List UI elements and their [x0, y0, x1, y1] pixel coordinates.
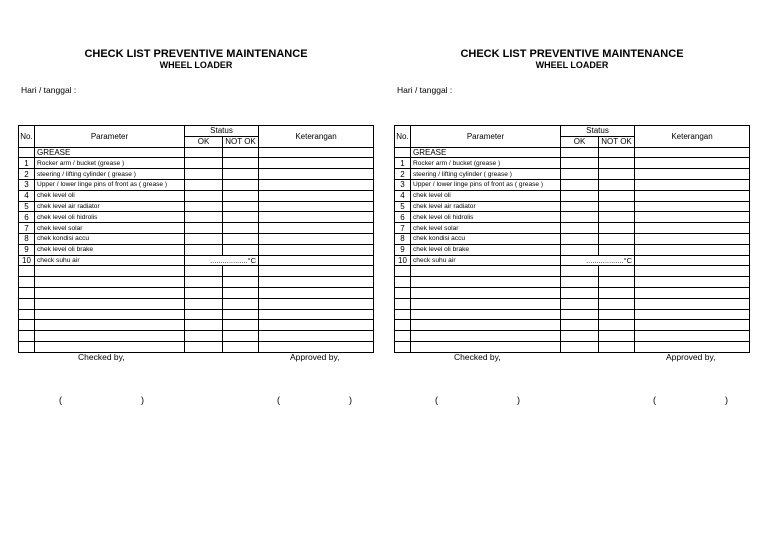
table-row — [395, 158, 750, 169]
row-parameter: chek level oli — [411, 190, 561, 201]
checked-sign-close-paren: ) — [517, 395, 520, 405]
row-parameter — [35, 266, 185, 277]
row-ok-cell — [185, 190, 223, 201]
row-keterangan-cell — [259, 266, 374, 277]
header-ok: OK — [185, 136, 223, 147]
checked-by-label: Checked by, — [454, 352, 501, 362]
row-number — [19, 298, 35, 309]
table-row — [19, 179, 374, 190]
row-parameter: chek level oli brake — [411, 244, 561, 255]
row-parameter: Upper / lower linge pins of front as ( grease ) — [411, 179, 561, 190]
row-keterangan-cell — [635, 255, 750, 266]
row-ok-cell — [185, 266, 223, 277]
empty-row — [395, 287, 750, 298]
row-ok-cell — [185, 309, 223, 320]
empty-row — [19, 287, 374, 298]
row-parameter: chek level air radiator — [35, 201, 185, 212]
row-number — [19, 331, 35, 342]
row-parameter: chek level air radiator — [411, 201, 561, 212]
row-keterangan-cell — [259, 309, 374, 320]
row-keterangan-cell — [635, 233, 750, 244]
row-keterangan-cell — [635, 341, 750, 352]
row-parameter — [411, 298, 561, 309]
row-number: 6 — [19, 212, 35, 223]
row-keterangan-cell — [259, 158, 374, 169]
checked-sign-open-paren: ( — [59, 395, 62, 405]
row-not-ok-cell — [599, 320, 635, 331]
row-keterangan-cell — [635, 309, 750, 320]
row-parameter — [411, 320, 561, 331]
row-keterangan-cell — [259, 201, 374, 212]
table-row — [395, 223, 750, 234]
row-number: 1 — [19, 158, 35, 169]
row-number: 8 — [395, 233, 411, 244]
approved-sign-open-paren: ( — [653, 395, 656, 405]
row-parameter — [411, 331, 561, 342]
row-keterangan-cell — [635, 244, 750, 255]
empty-row — [395, 341, 750, 352]
table-row — [395, 179, 750, 190]
row-keterangan-cell — [635, 277, 750, 288]
row-parameter — [411, 266, 561, 277]
row-ok-cell — [185, 201, 223, 212]
row-number: 10 — [19, 255, 35, 266]
row-not-ok-cell — [599, 201, 635, 212]
row-number — [395, 309, 411, 320]
row-parameter: chek level oli hidrolis — [411, 212, 561, 223]
row-not-ok-cell — [599, 223, 635, 234]
row-not-ok-cell — [223, 179, 259, 190]
table-row — [19, 233, 374, 244]
row-ok-cell — [185, 331, 223, 342]
row-ok-cell — [561, 201, 599, 212]
row-keterangan-cell — [259, 169, 374, 180]
checklist-form-left — [18, 0, 374, 543]
row-parameter: chek level oli brake — [35, 244, 185, 255]
row-parameter: chek level solar — [35, 223, 185, 234]
checked-by-label: Checked by, — [78, 352, 125, 362]
table-row — [19, 244, 374, 255]
row-keterangan-cell — [259, 190, 374, 201]
suhu-air-value: ..................°C — [561, 255, 635, 266]
checklist-table — [394, 125, 750, 353]
row-parameter: chek level oli hidrolis — [35, 212, 185, 223]
table-row — [395, 169, 750, 180]
row-number — [395, 331, 411, 342]
row-parameter: chek level oli — [35, 190, 185, 201]
row-parameter — [35, 320, 185, 331]
group-label: GREASE — [35, 147, 185, 158]
approved-sign-open-paren: ( — [277, 395, 280, 405]
row-ok-cell — [185, 341, 223, 352]
table-row — [395, 190, 750, 201]
header-keterangan: Keterangan — [259, 126, 374, 148]
row-keterangan-cell — [259, 255, 374, 266]
approved-sign-close-paren: ) — [349, 395, 352, 405]
row-keterangan-cell — [635, 179, 750, 190]
group-ok-cell — [561, 147, 599, 158]
suhu-air-value: ..................°C — [185, 255, 259, 266]
approved-by-label: Approved by, — [290, 352, 340, 362]
row-number — [19, 309, 35, 320]
table-row — [19, 212, 374, 223]
header-status: Status — [185, 126, 259, 137]
header-parameter: Parameter — [35, 126, 185, 148]
header-not-ok: NOT OK — [599, 136, 635, 147]
row-ok-cell — [185, 179, 223, 190]
row-parameter — [411, 277, 561, 288]
form-subtitle: WHEEL LOADER — [535, 60, 609, 70]
row-ok-cell — [185, 287, 223, 298]
row-not-ok-cell — [599, 212, 635, 223]
row-number: 2 — [395, 169, 411, 180]
row-parameter — [35, 309, 185, 320]
row-ok-cell — [561, 233, 599, 244]
row-keterangan-cell — [635, 320, 750, 331]
row-ok-cell — [185, 233, 223, 244]
row-ok-cell — [561, 331, 599, 342]
row-ok-cell — [185, 277, 223, 288]
row-keterangan-cell — [635, 287, 750, 298]
row-number — [19, 277, 35, 288]
row-parameter — [35, 287, 185, 298]
table-row — [19, 190, 374, 201]
row-parameter: chek level solar — [411, 223, 561, 234]
row-keterangan-cell — [259, 320, 374, 331]
checklist-table — [18, 125, 374, 353]
group-no-cell — [395, 147, 411, 158]
approved-sign-close-paren: ) — [725, 395, 728, 405]
row-number — [395, 266, 411, 277]
row-keterangan-cell — [259, 277, 374, 288]
row-ok-cell — [561, 266, 599, 277]
row-number: 4 — [395, 190, 411, 201]
group-keterangan-cell — [635, 147, 750, 158]
row-keterangan-cell — [259, 244, 374, 255]
row-parameter — [35, 277, 185, 288]
row-not-ok-cell — [223, 169, 259, 180]
row-ok-cell — [185, 320, 223, 331]
row-keterangan-cell — [635, 190, 750, 201]
row-number: 3 — [19, 179, 35, 190]
row-ok-cell — [561, 169, 599, 180]
row-parameter: check suhu air — [35, 255, 185, 266]
row-keterangan-cell — [259, 223, 374, 234]
row-number: 5 — [395, 201, 411, 212]
row-keterangan-cell — [635, 169, 750, 180]
row-not-ok-cell — [599, 244, 635, 255]
row-not-ok-cell — [599, 233, 635, 244]
table-row — [19, 169, 374, 180]
row-ok-cell — [561, 298, 599, 309]
row-not-ok-cell — [223, 233, 259, 244]
row-not-ok-cell — [599, 179, 635, 190]
row-not-ok-cell — [599, 298, 635, 309]
row-not-ok-cell — [599, 331, 635, 342]
table-row — [395, 255, 750, 266]
group-not-ok-cell — [223, 147, 259, 158]
row-parameter: check suhu air — [411, 255, 561, 266]
form-title: CHECK LIST PREVENTIVE MAINTENANCE — [84, 48, 308, 60]
row-number: 3 — [395, 179, 411, 190]
row-not-ok-cell — [599, 169, 635, 180]
row-number: 7 — [395, 223, 411, 234]
row-not-ok-cell — [223, 277, 259, 288]
empty-row — [395, 331, 750, 342]
row-number — [19, 320, 35, 331]
row-number — [395, 341, 411, 352]
row-number: 5 — [19, 201, 35, 212]
row-parameter — [411, 341, 561, 352]
row-number: 2 — [19, 169, 35, 180]
empty-row — [19, 341, 374, 352]
row-not-ok-cell — [599, 287, 635, 298]
date-label: Hari / tanggal : — [397, 85, 453, 95]
table-row — [395, 244, 750, 255]
empty-row — [19, 309, 374, 320]
row-ok-cell — [561, 158, 599, 169]
row-ok-cell — [561, 179, 599, 190]
row-not-ok-cell — [223, 309, 259, 320]
row-ok-cell — [185, 169, 223, 180]
row-parameter: Rocker arm / bucket (grease ) — [411, 158, 561, 169]
row-keterangan-cell — [635, 331, 750, 342]
row-number: 6 — [395, 212, 411, 223]
row-keterangan-cell — [635, 298, 750, 309]
row-number: 1 — [395, 158, 411, 169]
empty-row — [19, 298, 374, 309]
row-ok-cell — [185, 244, 223, 255]
row-parameter — [35, 298, 185, 309]
row-ok-cell — [185, 223, 223, 234]
row-not-ok-cell — [599, 309, 635, 320]
row-number: 7 — [19, 223, 35, 234]
row-keterangan-cell — [635, 266, 750, 277]
checked-sign-close-paren: ) — [141, 395, 144, 405]
group-keterangan-cell — [259, 147, 374, 158]
group-label: GREASE — [411, 147, 561, 158]
row-keterangan-cell — [635, 212, 750, 223]
row-parameter: steering / lifting cylinder ( grease ) — [35, 169, 185, 180]
row-not-ok-cell — [599, 190, 635, 201]
header-keterangan: Keterangan — [635, 126, 750, 148]
date-label: Hari / tanggal : — [21, 85, 77, 95]
row-number — [19, 266, 35, 277]
row-number: 4 — [19, 190, 35, 201]
header-parameter: Parameter — [411, 126, 561, 148]
header-ok: OK — [561, 136, 599, 147]
row-parameter — [35, 331, 185, 342]
row-keterangan-cell — [259, 179, 374, 190]
empty-row — [19, 320, 374, 331]
row-not-ok-cell — [223, 331, 259, 342]
empty-row — [19, 331, 374, 342]
form-title: CHECK LIST PREVENTIVE MAINTENANCE — [460, 48, 684, 60]
row-ok-cell — [185, 212, 223, 223]
row-parameter: Rocker arm / bucket (grease ) — [35, 158, 185, 169]
row-parameter: Upper / lower linge pins of front as ( grease ) — [35, 179, 185, 190]
row-not-ok-cell — [223, 287, 259, 298]
row-not-ok-cell — [223, 298, 259, 309]
row-keterangan-cell — [259, 331, 374, 342]
row-keterangan-cell — [259, 341, 374, 352]
row-ok-cell — [561, 320, 599, 331]
row-parameter — [411, 287, 561, 298]
row-not-ok-cell — [223, 201, 259, 212]
table-row — [19, 223, 374, 234]
header-no: No. — [19, 126, 35, 148]
row-keterangan-cell — [259, 298, 374, 309]
row-ok-cell — [561, 212, 599, 223]
header-status: Status — [561, 126, 635, 137]
row-keterangan-cell — [259, 287, 374, 298]
group-ok-cell — [185, 147, 223, 158]
row-parameter: chek kondisi accu — [411, 233, 561, 244]
row-number — [395, 320, 411, 331]
row-number — [395, 298, 411, 309]
row-not-ok-cell — [223, 341, 259, 352]
empty-row — [19, 266, 374, 277]
row-number: 9 — [395, 244, 411, 255]
row-number: 10 — [395, 255, 411, 266]
group-not-ok-cell — [599, 147, 635, 158]
table-row — [395, 212, 750, 223]
row-number — [395, 277, 411, 288]
row-not-ok-cell — [223, 158, 259, 169]
row-number — [19, 341, 35, 352]
table-row — [19, 201, 374, 212]
row-parameter — [411, 309, 561, 320]
checked-sign-open-paren: ( — [435, 395, 438, 405]
row-not-ok-cell — [223, 320, 259, 331]
row-parameter: steering / lifting cylinder ( grease ) — [411, 169, 561, 180]
row-ok-cell — [561, 309, 599, 320]
empty-row — [395, 277, 750, 288]
empty-row — [395, 266, 750, 277]
form-subtitle: WHEEL LOADER — [159, 60, 233, 70]
row-parameter: chek kondisi accu — [35, 233, 185, 244]
group-no-cell — [19, 147, 35, 158]
row-keterangan-cell — [259, 212, 374, 223]
row-ok-cell — [561, 190, 599, 201]
approved-by-label: Approved by, — [666, 352, 716, 362]
row-ok-cell — [561, 223, 599, 234]
header-no: No. — [395, 126, 411, 148]
row-not-ok-cell — [223, 244, 259, 255]
row-ok-cell — [561, 277, 599, 288]
row-number — [395, 287, 411, 298]
row-ok-cell — [185, 298, 223, 309]
table-row — [19, 158, 374, 169]
row-number — [19, 287, 35, 298]
row-not-ok-cell — [223, 190, 259, 201]
row-number: 8 — [19, 233, 35, 244]
row-keterangan-cell — [635, 223, 750, 234]
table-row — [19, 255, 374, 266]
row-not-ok-cell — [599, 158, 635, 169]
table-row — [395, 201, 750, 212]
row-ok-cell — [561, 341, 599, 352]
row-number: 9 — [19, 244, 35, 255]
row-parameter — [35, 341, 185, 352]
row-ok-cell — [185, 158, 223, 169]
row-not-ok-cell — [599, 266, 635, 277]
row-not-ok-cell — [599, 277, 635, 288]
table-row — [395, 233, 750, 244]
row-keterangan-cell — [635, 158, 750, 169]
row-not-ok-cell — [599, 341, 635, 352]
row-not-ok-cell — [223, 266, 259, 277]
row-ok-cell — [561, 287, 599, 298]
row-keterangan-cell — [259, 233, 374, 244]
empty-row — [395, 320, 750, 331]
row-ok-cell — [561, 244, 599, 255]
row-not-ok-cell — [223, 223, 259, 234]
empty-row — [19, 277, 374, 288]
empty-row — [395, 309, 750, 320]
row-keterangan-cell — [635, 201, 750, 212]
checklist-form-right — [394, 0, 750, 543]
header-not-ok: NOT OK — [223, 136, 259, 147]
row-not-ok-cell — [223, 212, 259, 223]
empty-row — [395, 298, 750, 309]
